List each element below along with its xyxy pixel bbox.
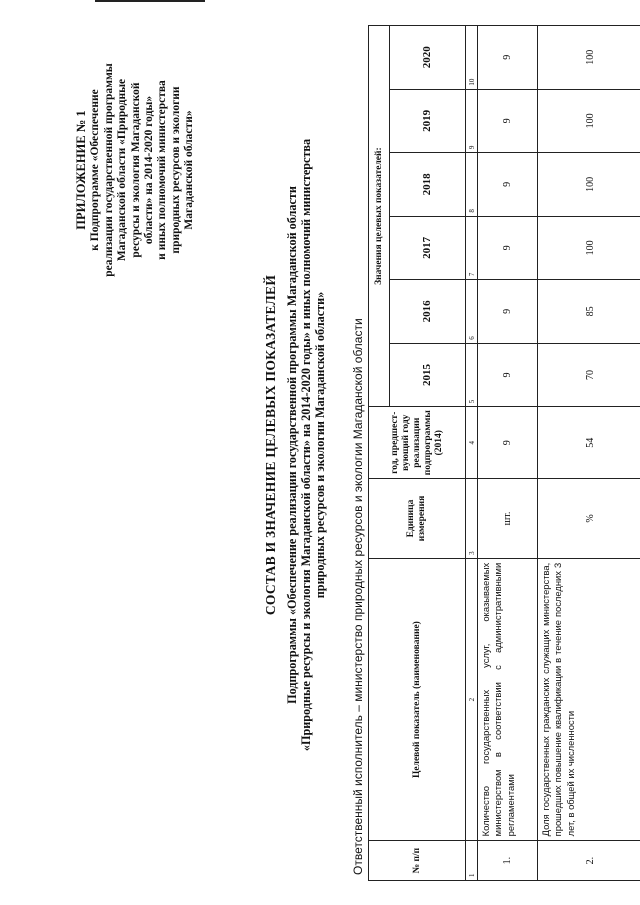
- header-year: 2018: [390, 153, 466, 217]
- indicators-table: [368, 25, 640, 881]
- header-year: 2015: [390, 343, 466, 407]
- document-subtitle: Подпрограммы «Обеспечение реализации государственной программы Магаданской области «Природные ресурсы и экология Магаданской области» на 2014-2020 годы» и иных полномочий министерства природных ресурсов и экологии Магаданской области»: [285, 138, 327, 752]
- appendix-text: к Подпрограмме «Обеспечение реализации государственной программы Магаданской области «Природные ресурсы и экология Магаданской области» на 2014-2020 годы» и иных полномочий министерства природных ресурсов и экологии Магаданской области»: [89, 63, 196, 277]
- row-index: 1.: [478, 841, 538, 881]
- column-number: 2: [466, 558, 478, 841]
- header-values-group: Значения целевых показателей:: [369, 26, 390, 407]
- indicator-value: 100: [538, 89, 640, 153]
- column-number: 9: [466, 89, 478, 153]
- header-year: 2019: [390, 89, 466, 153]
- column-number: 4: [466, 407, 478, 479]
- indicator-name: Количество государственных услуг, оказываемых министерством в соответствии с административными регламентами: [478, 558, 538, 841]
- indicator-base-value: 9: [478, 407, 538, 479]
- indicator-value: 85: [538, 280, 640, 344]
- document-heading: СОСТАВ И ЗНАЧЕНИЕ ЦЕЛЕВЫХ ПОКАЗАТЕЛЕЙ: [263, 274, 278, 616]
- column-number: 6: [466, 280, 478, 344]
- table-row: [478, 26, 538, 881]
- indicator-value: 100: [538, 26, 640, 90]
- column-number: 10: [466, 26, 478, 90]
- indicator-value: 100: [538, 153, 640, 217]
- appendix-block: [75, 25, 197, 315]
- indicator-name: Доля государственных гражданских служащих министерства, прошедших повышение квалификации в течение последних 3 лет, в общей их численности: [538, 558, 640, 841]
- header-unit: Единица измерения: [369, 479, 466, 559]
- indicator-value: 9: [478, 343, 538, 407]
- indicator-value: 9: [478, 89, 538, 153]
- header-year: 2020: [390, 26, 466, 90]
- header-name: Целевой показатель (наименование): [369, 558, 466, 841]
- indicator-value: 9: [478, 216, 538, 280]
- indicator-unit: шт.: [478, 479, 538, 559]
- indicator-value: 100: [538, 216, 640, 280]
- header-num: № п/п: [369, 841, 466, 881]
- indicator-value: 70: [538, 343, 640, 407]
- header-year: 2017: [390, 216, 466, 280]
- indicator-base-value: 54: [538, 407, 640, 479]
- header-year: 2016: [390, 280, 466, 344]
- column-number: 7: [466, 216, 478, 280]
- indicator-unit: %: [538, 479, 640, 559]
- appendix-title: ПРИЛОЖЕНИЕ № 1: [74, 110, 88, 230]
- column-numbers-row: [466, 26, 478, 881]
- row-index: 2.: [538, 841, 640, 881]
- column-number: 1: [466, 841, 478, 881]
- indicator-value: 9: [478, 280, 538, 344]
- header-base-year: год, предшест-вующий году реализации подпрограммы (2014): [369, 407, 466, 479]
- responsible-executor: Ответственный исполнитель – министерство природных ресурсов и экологии Магаданской области: [351, 318, 365, 875]
- column-number: 3: [466, 479, 478, 559]
- table-header-row: [369, 26, 390, 881]
- column-number: 5: [466, 343, 478, 407]
- indicator-value: 9: [478, 153, 538, 217]
- column-number: 8: [466, 153, 478, 217]
- table-row: [538, 26, 640, 881]
- indicator-value: 9: [478, 26, 538, 90]
